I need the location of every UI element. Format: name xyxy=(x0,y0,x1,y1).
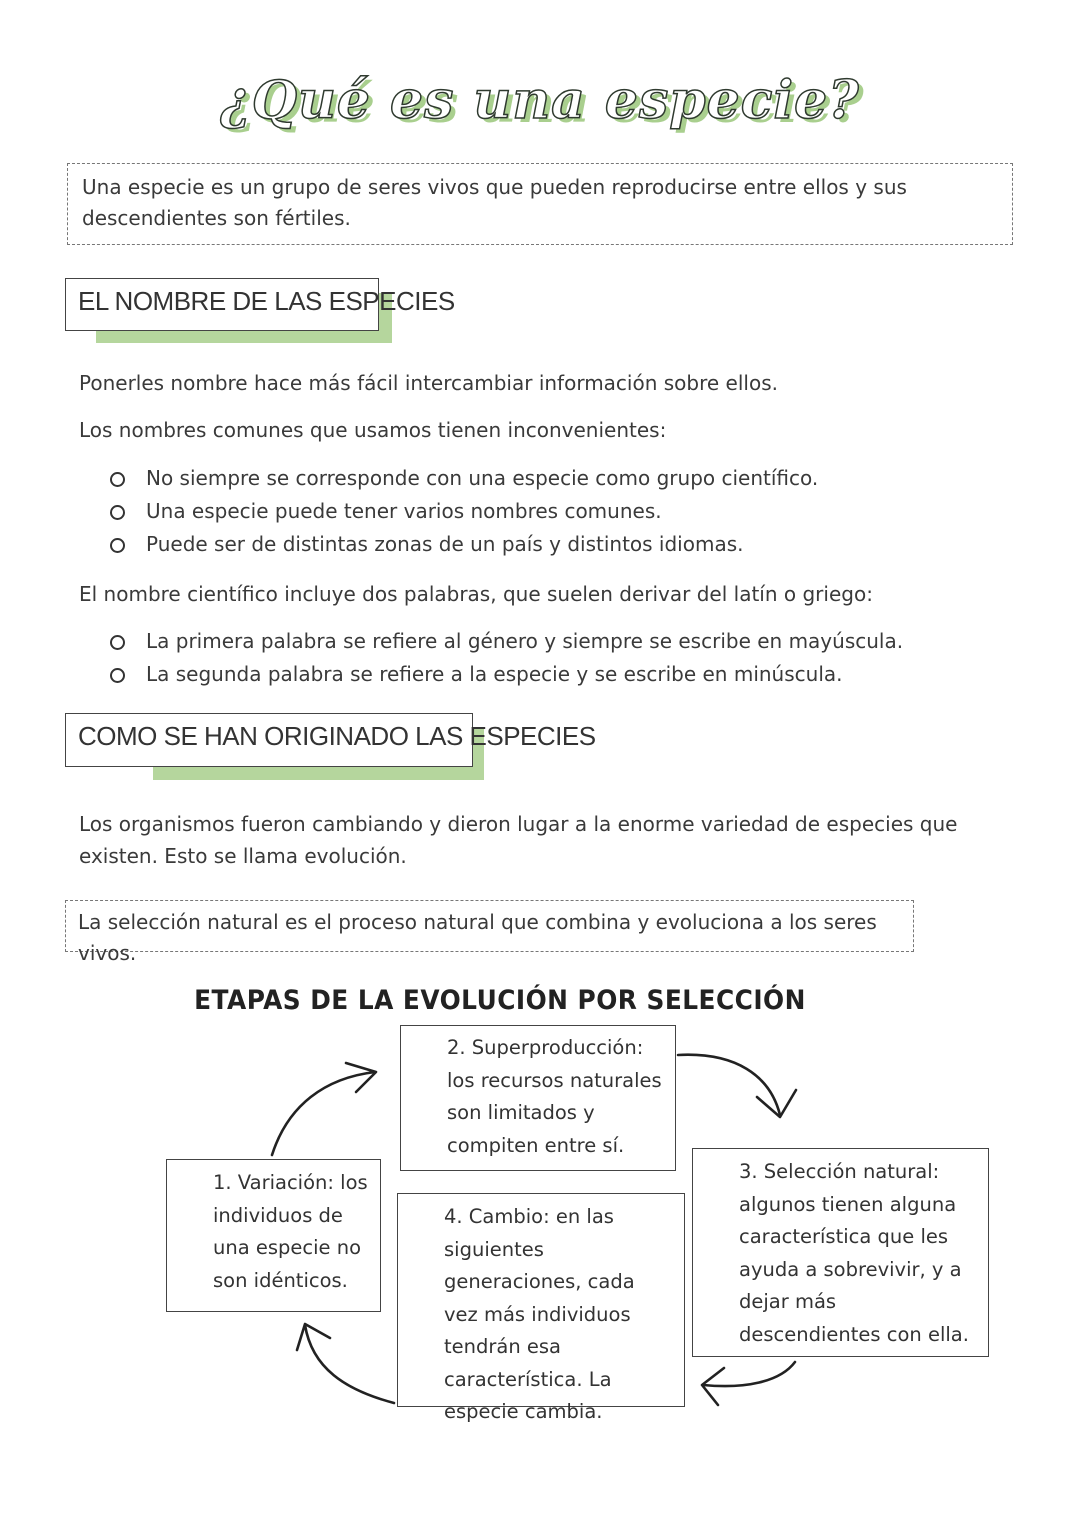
list-item: Una especie puede tener varios nombres comunes. xyxy=(110,495,1030,528)
list-item: La primera palabra se refiere al género y siempre se escribe en mayúscula. xyxy=(110,625,1030,658)
names-paragraph-3: El nombre científico incluye dos palabras, que suelen derivar del latín o griego: xyxy=(79,582,873,606)
stage-1-text: 1. Variación: los individuos de una especie no son idénticos. xyxy=(213,1171,368,1292)
page-title: ¿Qué es una especie? xyxy=(220,70,860,131)
natural-selection-text: La selección natural es el proceso natural que combina y evoluciona a los seres vivos. xyxy=(78,910,877,965)
stage-2-text: 2. Superproducción: los recursos naturales son limitados y compiten entre sí. xyxy=(447,1036,662,1157)
arrow-stage2-to-stage3 xyxy=(678,1055,780,1115)
definition-text: Una especie es un grupo de seres vivos que pueden reproducirse entre ellos y sus descendientes son fértiles. xyxy=(82,175,907,230)
list-item: No siempre se corresponde con una especie como grupo científico. xyxy=(110,462,1030,495)
arrow-stage4-to-stage1 xyxy=(305,1325,394,1403)
list-item: Puede ser de distintas zonas de un país y distintos idiomas. xyxy=(110,528,1030,561)
arrowhead-icon xyxy=(297,1324,330,1350)
names-paragraph-2: Los nombres comunes que usamos tienen inconvenientes: xyxy=(79,418,667,442)
section-heading-origin: COMO SE HAN ORIGINADO LAS ESPECIES xyxy=(65,713,473,767)
stage-3-text: 3. Selección natural: algunos tienen alguna característica que les ayuda a sobrevivir, y a dejar más descendientes con ella. xyxy=(739,1160,969,1346)
diagram-title: ETAPAS DE LA EVOLUCIÓN POR SELECCIÓN xyxy=(194,985,806,1016)
section-heading-names: EL NOMBRE DE LAS ESPECIES xyxy=(65,278,379,331)
stage-4-text: 4. Cambio: en las siguientes generaciones, cada vez más individuos tendrán esa característica. La especie cambia. xyxy=(444,1205,635,1423)
list-item: La segunda palabra se refiere a la especie y se escribe en minúscula. xyxy=(110,658,1030,691)
names-paragraph-1: Ponerles nombre hace más fácil intercambiar información sobre ellos. xyxy=(79,371,778,395)
origin-paragraph: Los organismos fueron cambiando y dieron lugar a la enorme variedad de especies que existen. Esto se llama evolución. xyxy=(79,812,958,868)
arrow-stage1-to-stage2 xyxy=(272,1072,375,1155)
